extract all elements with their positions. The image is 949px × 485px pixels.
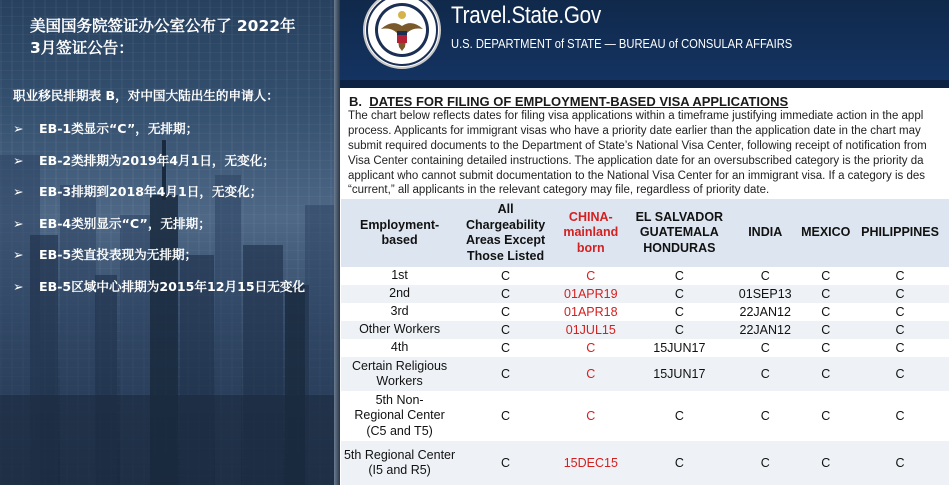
category-cell bbox=[341, 339, 458, 357]
left-panel-title: 美国国务院签证办公室公布了 2022年3月签证公告： bbox=[30, 17, 296, 57]
column-header-india bbox=[730, 199, 800, 267]
skyline-base bbox=[0, 395, 334, 485]
arrow-bullet-icon: ➢ bbox=[13, 153, 24, 168]
table-row bbox=[341, 267, 949, 285]
category-cell bbox=[341, 391, 458, 441]
category-line: 3rd bbox=[390, 304, 409, 319]
date-cell: C bbox=[458, 267, 553, 285]
header-line: Areas Except bbox=[465, 233, 546, 247]
site-subtitle: U.S. DEPARTMENT of STATE — BUREAU of CONSULAR AFFAIRS bbox=[451, 36, 793, 51]
date-cell: C bbox=[553, 339, 629, 357]
date-cell: C bbox=[800, 267, 851, 285]
date-cell: C bbox=[458, 303, 553, 321]
category-cell bbox=[341, 321, 458, 339]
column-header-el-salvador-guatemala-honduras bbox=[629, 199, 730, 267]
column-header-employment-based bbox=[341, 199, 458, 267]
paragraph-line: “current,” all applicants in the relevant category may file, regardless of priority date. bbox=[348, 184, 770, 196]
header-line: mainland bbox=[563, 225, 619, 240]
category-line: Other Workers bbox=[359, 322, 441, 337]
date-cell: C bbox=[629, 391, 730, 441]
category-line: (I5 and R5) bbox=[368, 463, 431, 477]
date-cell: C bbox=[458, 357, 553, 391]
date-cell: C bbox=[629, 441, 730, 485]
category-line: Regional Center bbox=[354, 408, 445, 423]
category-line: (C5 and T5) bbox=[366, 423, 433, 438]
date-cell: 01SEP13 bbox=[730, 285, 800, 303]
arrow-bullet-icon: ➢ bbox=[13, 184, 24, 199]
paragraph-line: Visa Center containing detailed instructions. The application date for an oversubscribed category is the priority da bbox=[348, 155, 924, 167]
table-header-row bbox=[341, 199, 949, 267]
column-header-philippines bbox=[851, 199, 949, 267]
date-cell: C bbox=[800, 441, 851, 485]
employment-visa-dates-table bbox=[341, 199, 949, 485]
header-line: Chargeability bbox=[465, 217, 546, 232]
date-cell: C bbox=[851, 267, 949, 285]
date-cell: 15JUN17 bbox=[629, 339, 730, 357]
category-line: 5th Non- bbox=[375, 392, 424, 407]
arrow-bullet-icon: ➢ bbox=[13, 247, 24, 262]
date-cell: C bbox=[458, 339, 553, 357]
date-cell: C bbox=[851, 285, 949, 303]
category-line: 2nd bbox=[389, 286, 411, 301]
table-row bbox=[341, 441, 949, 485]
visa-bulletin-page bbox=[340, 0, 949, 485]
date-cell: C bbox=[458, 321, 553, 339]
date-cell: C bbox=[458, 285, 553, 303]
category-line: Certain Religious bbox=[351, 358, 448, 373]
eb3-bullet: ➢ EB-3排期到2018年4月1日，无变化； bbox=[13, 184, 263, 199]
date-cell: 22JAN12 bbox=[730, 321, 800, 339]
date-cell: 01APR19 bbox=[553, 285, 629, 303]
date-cell: C bbox=[730, 391, 800, 441]
table-row bbox=[341, 321, 949, 339]
section-heading-text: DATES FOR FILING OF EMPLOYMENT-BASED VISA APPLICATIONS bbox=[369, 94, 789, 109]
section-heading bbox=[349, 94, 788, 109]
category-cell bbox=[341, 267, 458, 285]
date-cell: C bbox=[458, 441, 553, 485]
left-panel-intro: 职业移民排期表 B，对中国大陆出生的申请人： bbox=[13, 88, 279, 103]
category-cell bbox=[341, 441, 458, 485]
date-cell: C bbox=[629, 285, 730, 303]
date-cell: C bbox=[800, 321, 851, 339]
date-cell: 01APR18 bbox=[553, 303, 629, 321]
category-line: 4th bbox=[390, 340, 409, 355]
table-row bbox=[341, 303, 949, 321]
date-cell: 15DEC15 bbox=[553, 441, 629, 485]
arrow-bullet-icon: ➢ bbox=[13, 121, 24, 136]
left-info-panel bbox=[0, 0, 334, 485]
date-cell: C bbox=[800, 339, 851, 357]
header-line: Those Listed bbox=[467, 248, 545, 263]
category-cell bbox=[341, 357, 458, 391]
date-cell: C bbox=[800, 303, 851, 321]
column-header-all-chargeability bbox=[458, 199, 553, 267]
date-cell: C bbox=[629, 321, 730, 339]
header-line: PHILIPPINES bbox=[861, 225, 939, 240]
header-line: based bbox=[381, 233, 418, 247]
table-row bbox=[341, 391, 949, 441]
date-cell: C bbox=[851, 391, 949, 441]
date-cell: C bbox=[851, 357, 949, 391]
header-line: born bbox=[576, 240, 605, 255]
header-line: MEXICO bbox=[801, 225, 851, 240]
date-cell: C bbox=[800, 357, 851, 391]
column-header-china-mainland-born bbox=[553, 199, 629, 267]
date-cell: C bbox=[730, 339, 800, 357]
date-cell: C bbox=[553, 267, 629, 285]
department-of-state-seal-icon bbox=[363, 0, 441, 69]
arrow-bullet-icon: ➢ bbox=[13, 216, 24, 231]
table-body bbox=[341, 267, 949, 485]
category-line: 1st bbox=[391, 268, 408, 283]
date-cell: C bbox=[851, 303, 949, 321]
header-line: Employment- bbox=[359, 217, 440, 232]
header-line: CHINA- bbox=[568, 209, 613, 224]
site-header-banner bbox=[340, 0, 949, 88]
category-cell bbox=[341, 285, 458, 303]
date-cell: C bbox=[730, 441, 800, 485]
header-line: GUATEMALA bbox=[639, 225, 719, 240]
banner-bottom-stripe bbox=[340, 80, 949, 88]
date-cell: C bbox=[851, 339, 949, 357]
header-line: All bbox=[497, 202, 514, 216]
column-header-mexico bbox=[800, 199, 851, 267]
date-cell: C bbox=[553, 391, 629, 441]
date-cell: C bbox=[629, 303, 730, 321]
section-prefix: B. bbox=[349, 94, 362, 109]
category-line: Workers bbox=[376, 374, 423, 388]
date-cell: C bbox=[851, 441, 949, 485]
date-cell: 22JAN12 bbox=[730, 303, 800, 321]
date-cell: 01JUL15 bbox=[553, 321, 629, 339]
header-line: EL SALVADOR bbox=[635, 209, 724, 224]
paragraph-line: submit required documents to the Department of State’s National Visa Center, following receipt of notification from bbox=[348, 140, 927, 152]
date-cell: C bbox=[851, 321, 949, 339]
eb1-bullet: ➢ EB-1类显示“C”，无排期； bbox=[13, 121, 199, 136]
paragraph-line: process. Applicants for immigrant visas who have a priority date earlier than the application date in the chart may bbox=[348, 125, 921, 137]
date-cell: C bbox=[800, 285, 851, 303]
date-cell: C bbox=[800, 391, 851, 441]
category-line: 5th Regional Center bbox=[343, 447, 456, 462]
site-title[interactable]: Travel.State.Gov bbox=[451, 2, 601, 29]
eb5-regional-bullet: ➢ EB-5区域中心排期为2015年12月15日无变化 bbox=[13, 279, 306, 294]
date-cell: C bbox=[553, 357, 629, 391]
table-row bbox=[341, 285, 949, 303]
arrow-bullet-icon: ➢ bbox=[13, 279, 24, 294]
header-line: INDIA bbox=[748, 225, 783, 240]
table-row bbox=[341, 357, 949, 391]
paragraph-line: applicant who cannot submit documentation to the National Visa Center for an immigrant visa. If a category is des bbox=[348, 170, 926, 182]
date-cell: C bbox=[458, 391, 553, 441]
date-cell: C bbox=[730, 267, 800, 285]
date-cell: C bbox=[629, 267, 730, 285]
category-cell bbox=[341, 303, 458, 321]
eb5-direct-bullet: ➢ EB-5类直投表现为无排期； bbox=[13, 247, 198, 262]
header-line: HONDURAS bbox=[643, 240, 716, 255]
date-cell: C bbox=[730, 357, 800, 391]
table-row bbox=[341, 339, 949, 357]
eb4-bullet: ➢ EB-4类别显示“C”，无排期； bbox=[13, 216, 211, 231]
eb2-bullet: ➢ EB-2类排期为2019年4月1日，无变化； bbox=[13, 153, 275, 168]
paragraph-line: The chart below reflects dates for filing visa applications within a timeframe justifying immediate action in the appl bbox=[348, 110, 924, 122]
date-cell: 15JUN17 bbox=[629, 357, 730, 391]
